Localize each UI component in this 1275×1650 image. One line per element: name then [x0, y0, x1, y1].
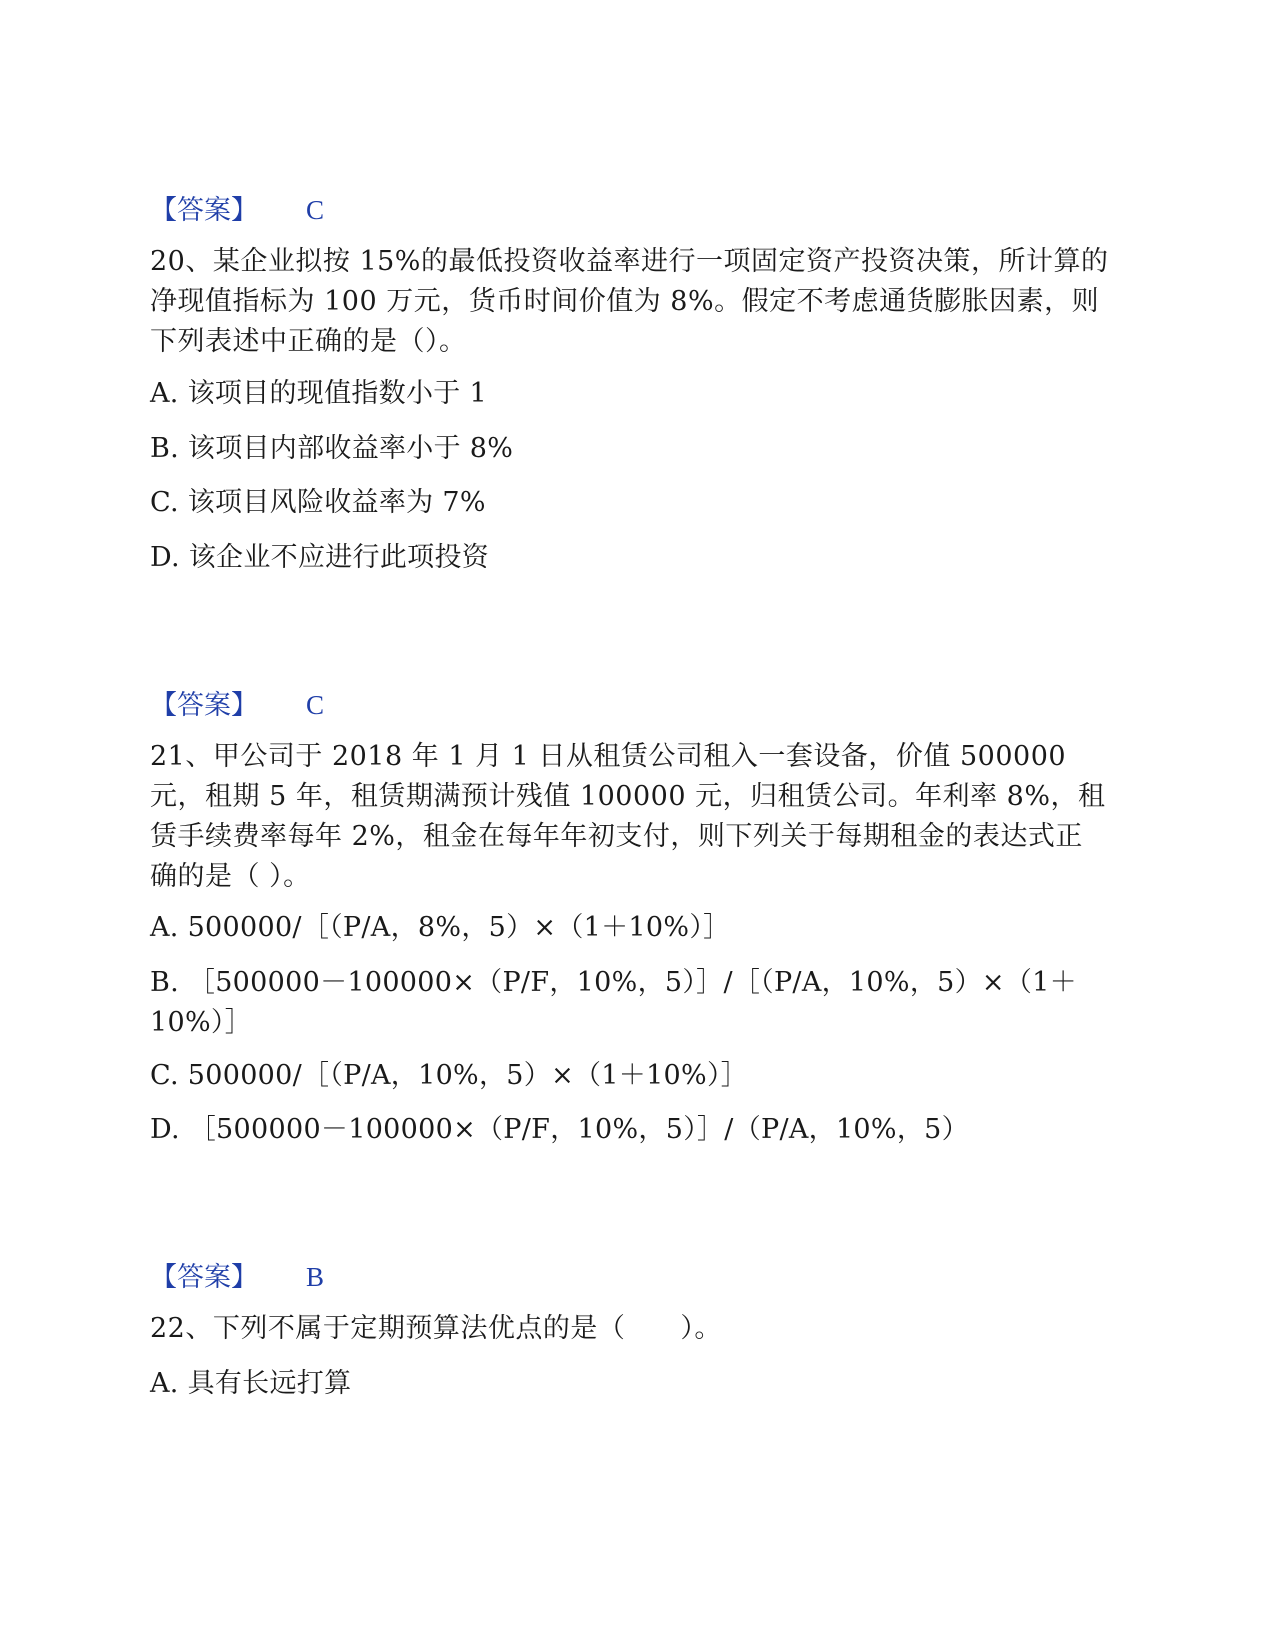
option-a: A. 该项目的现值指数小于 1	[150, 378, 487, 409]
answer-value: C	[306, 690, 325, 720]
answer-label: 【答案】	[150, 690, 258, 721]
option-d: D. ［500000－100000×（P/F，10%，5）］/（P/A，10%，5）	[150, 1114, 969, 1145]
option-c: C. 该项目风险收益率为 7%	[150, 487, 486, 518]
option-d: D. 该企业不应进行此项投资	[150, 542, 490, 573]
answer-line	[150, 1255, 1110, 1294]
option-c: C. 500000/［（P/A，10%，5）×（1＋10%）］	[150, 1060, 749, 1091]
option-a: A. 500000/［（P/A，8%，5）×（1＋10%）］	[150, 912, 731, 943]
option-b: B. 该项目内部收益率小于 8%	[150, 433, 514, 464]
answer-label: 【答案】	[150, 195, 258, 226]
answer-line	[150, 188, 1110, 227]
option-b: B. ［500000－100000×（P/F，10%，5）］/［（P/A，10%，5）×（1＋10%）］	[150, 967, 1077, 1038]
answer-line	[150, 683, 1110, 722]
question-21: 21、甲公司于 2018 年 1 月 1 日从租赁公司租入一套设备，价值 500000 元，租期 5 年，租赁期满预计残值 100000 元，归租赁公司。年利率 8%，租赁手续费率每年 2%，租金在每年年初支付，则下列关于每期租金的表达式正确的是（ ）。	[150, 741, 1106, 892]
answer-value: B	[306, 1262, 325, 1292]
option-a: A. 具有长远打算	[150, 1368, 352, 1399]
answer-value: C	[306, 195, 325, 225]
question-20: 20、某企业拟按 15%的最低投资收益率进行一项固定资产投资决策，所计算的净现值指标为 100 万元，货币时间价值为 8%。假定不考虑通货膨胀因素，则下列表述中正确的是（）。	[150, 246, 1109, 357]
question-22: 22、下列不属于定期预算法优点的是（ ）。	[150, 1313, 722, 1344]
answer-label: 【答案】	[150, 1262, 258, 1293]
